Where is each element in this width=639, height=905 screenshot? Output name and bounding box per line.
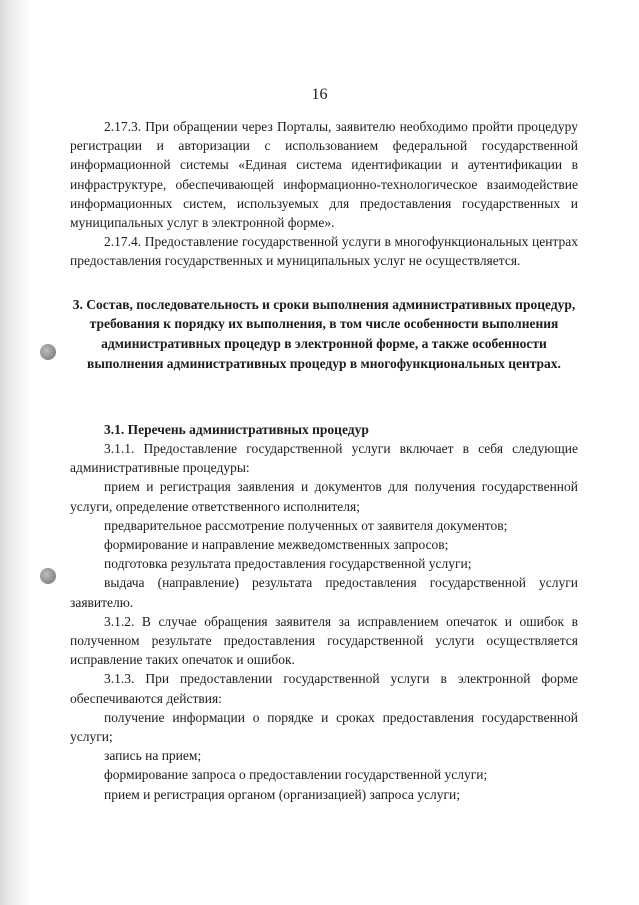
binder-hole-bottom	[40, 568, 56, 584]
document-body	[70, 117, 578, 804]
list-item: подготовка результата предоставления государственной услуги;	[104, 556, 472, 572]
list-item: получение информации о порядке и сроках предоставления государственной услуги;	[70, 709, 578, 745]
list-item: предварительное рассмотрение полученных от заявителя документов;	[104, 517, 508, 533]
subsection-3-1-title: 3.1. Перечень административных процедур	[104, 421, 369, 437]
paragraph-3-1-3: 3.1.3. При предоставлении государственной услуги в электронной форме обеспечиваются действия:	[70, 671, 578, 706]
section-3-heading: 3. Состав, последовательность и сроки выполнения административных процедур, требования к порядку их выполнения, в том числе особенности выполнения административных процедур в электронной форме, а также особенности выполнения административных процедур в многофункциональных центрах.	[72, 296, 576, 372]
scan-edge-shadow	[0, 0, 30, 905]
paragraph-3-1-2: 3.1.2. В случае обращения заявителя за исправлением опечаток и ошибок в полученном результате предоставления государственной услуги осуществляется исправление таких опечаток и ошибок.	[70, 613, 578, 668]
paragraph-2-17-4: 2.17.4. Предоставление государственной услуги в многофункциональных центрах предоставления государственных и муниципальных услуг не осуществляется.	[70, 234, 578, 269]
list-item: формирование и направление межведомственных запросов;	[104, 537, 449, 553]
page-number: 16	[311, 86, 328, 103]
list-item: формирование запроса о предоставлении государственной услуги;	[104, 767, 488, 783]
list-item: выдача (направление) результата предоставления государственной услуги заявителю.	[70, 575, 578, 610]
paragraph-3-1-1: 3.1.1. Предоставление государственной услуги включает в себя следующие административные процедуры:	[70, 441, 578, 476]
list-item: прием и регистрация заявления и документов для получения государственной услуги, определение ответственного исполнителя;	[70, 479, 578, 514]
paragraph-2-17-3: 2.17.3. При обращении через Порталы, заявителю необходимо пройти процедуру регистрации и авторизации с использованием федеральной государственной информационной системы «Единая система идентификации и аутентификации в инфраструктуре, обеспечивающей информационно-технологическое взаимодействие информационных систем, используемых для предоставления государственных и муниципальных услуг в электронной форме».	[70, 119, 578, 231]
binder-hole-top	[40, 344, 56, 360]
list-item: прием и регистрация органом (организацией) запроса услуги;	[104, 786, 461, 802]
list-item: запись на прием;	[104, 748, 202, 764]
